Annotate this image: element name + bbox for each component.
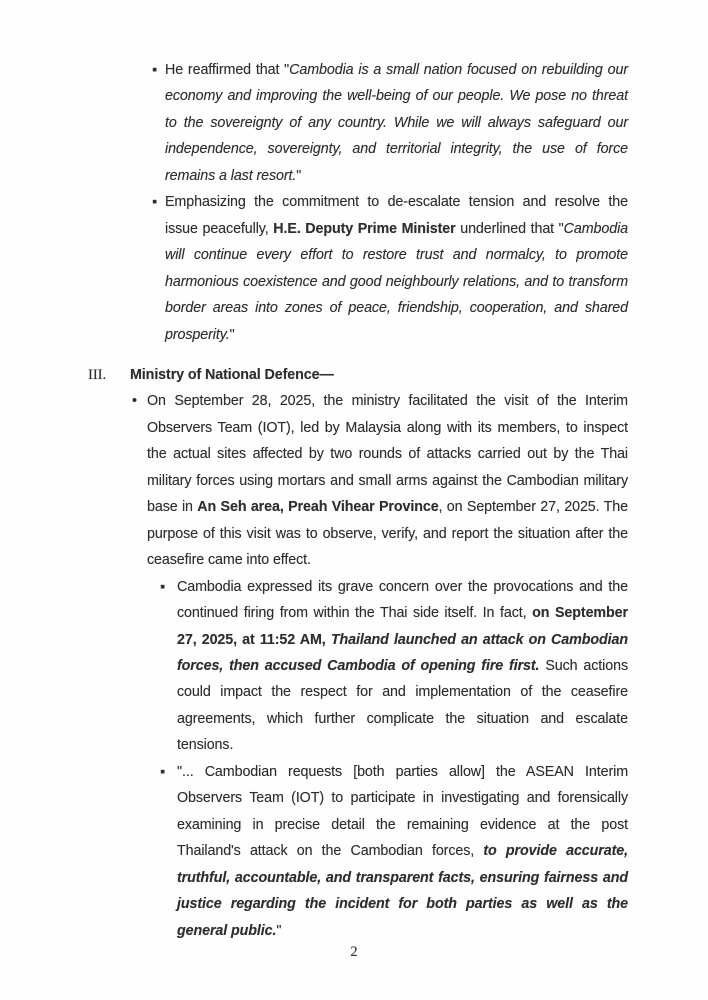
text-run: Thailand launched an attack on Cambodian forces, then accused Cambodia of opening fire first. bbox=[177, 631, 628, 674]
text-run: Emphasizing the commitment to de-escalate tension and resolve the issue peacefully, bbox=[165, 194, 628, 237]
paragraph-text bbox=[177, 759, 628, 944]
bullet-item bbox=[160, 759, 628, 944]
section-heading bbox=[88, 362, 628, 388]
text-run: Such actions could impact the respect for and implementation of the ceasefire agreements, which further complicate the situation and escalate tensions. bbox=[177, 657, 628, 754]
text-run: " bbox=[229, 326, 235, 343]
text-run: underlined that " bbox=[455, 220, 564, 237]
text-run: H.E. Deputy Prime Minister bbox=[273, 220, 456, 237]
text-run: Cambodia is a small nation focused on rebuilding our economy and improving the well-being of our people. We pose no threat to the sovereignty of any country. While we will always safeguard our independence, sovereignty, and territorial integrity, the use of force remains a last resort. bbox=[165, 62, 628, 184]
text-run: " bbox=[296, 167, 302, 184]
bullet-item bbox=[160, 574, 628, 759]
text-run: " bbox=[276, 922, 282, 939]
square-bullet-icon: ▪ bbox=[160, 578, 165, 595]
text-run: "... Cambodian requests [both parties allow] the ASEAN Interim Observers Team (IOT) to participate in investigating and forensically examining in precise detail the remaining evidence at the post Thailand's attack on the Cambodian forces, bbox=[177, 763, 628, 860]
square-bullet-icon: ▪ bbox=[152, 62, 157, 78]
paragraph-text bbox=[130, 362, 628, 388]
document-body bbox=[0, 57, 708, 944]
square-bullet-icon: ▪ bbox=[160, 763, 165, 780]
text-run: On September 28, 2025, the ministry facilitated the visit of the Interim Observers Team (IOT), led by Malaysia along with its members, to inspect the actual sites affected by two rounds of attacks carried out by the Thai military forces using mortars and small arms against the Cambodian military base in bbox=[147, 393, 628, 516]
text-run: to provide accurate, truthful, accountable, and transparent facts, ensuring fairness and justice regarding the incident for both parties as well as the general public. bbox=[177, 843, 628, 939]
text-run: Ministry of National Defence— bbox=[130, 366, 334, 383]
paragraph-text bbox=[165, 189, 628, 348]
text-run: Cambodia expressed its grave concern over the provocations and the continued firing from within the Thai side itself. In fact, bbox=[177, 578, 628, 622]
text-run: An Seh area, Preah Vihear Province bbox=[197, 499, 439, 516]
bullet-item bbox=[152, 189, 628, 348]
paragraph-text bbox=[147, 388, 628, 573]
round-bullet-icon: • bbox=[132, 393, 137, 410]
section-number: III. bbox=[88, 366, 107, 383]
bullet-item bbox=[132, 388, 628, 573]
text-run: , on September 27, 2025. The purpose of this visit was to observe, verify, and report the situation after the ceasefire came into effect. bbox=[147, 499, 628, 569]
paragraph-text bbox=[165, 57, 628, 189]
text-run: Cambodia will continue every effort to restore trust and normalcy, to promote harmonious coexistence and good neighbourly relations, and to transform border areas into zones of peace, friendship, cooperation, and shared prosperity. bbox=[165, 220, 628, 343]
paragraph-text bbox=[177, 574, 628, 759]
text-run: He reaffirmed that " bbox=[165, 62, 290, 78]
page-number: 2 bbox=[350, 944, 358, 960]
text-run: on September 27, 2025, at 11:52 AM, bbox=[177, 605, 628, 648]
bullet-item bbox=[152, 57, 628, 189]
square-bullet-icon: ▪ bbox=[152, 194, 157, 211]
